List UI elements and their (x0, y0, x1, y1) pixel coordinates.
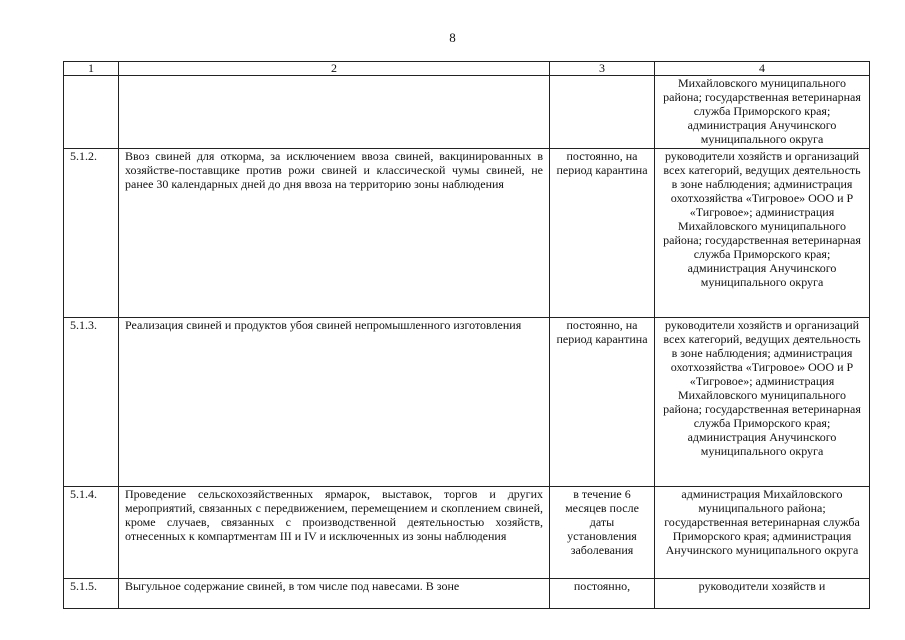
term-cell: в течение 6 месяцев после даты установления заболевания (550, 487, 655, 579)
row-number-cell (64, 76, 119, 149)
term-cell (550, 76, 655, 149)
column-header: 2 (119, 62, 550, 76)
measure-cell: Выгульное содержание свиней, в том числе под навесами. В зоне (119, 579, 550, 609)
measure-cell: Проведение сельскохозяйственных ярмарок, выставок, торгов и других мероприятий, связанных с передвижением, перемещением и скоплением свиней, кроме случаев, связанных с производственной деятельностью хозяйств, отнесенных к компартментам III и IV и исключенных из зоны наблюдения (119, 487, 550, 579)
page-number: 8 (449, 30, 456, 45)
row-number-cell: 5.1.4. (64, 487, 119, 579)
term-cell: постоянно, на период карантина (550, 318, 655, 487)
table-row (64, 487, 870, 579)
measure-cell (119, 76, 550, 149)
responsible-cell: руководители хозяйств и (655, 579, 870, 609)
measure-cell: Ввоз свиней для откорма, за исключением ввоза свиней, вакцинированных в хозяйстве-поставщике против рожи свиней и классической чумы свиней, не ранее 30 календарных дней до дня ввоза на территорию зоны наблюдения (119, 149, 550, 318)
row-number-cell: 5.1.5. (64, 579, 119, 609)
responsible-cell: администрация Михайловского муниципального района; государственная ветеринарная служба Приморского края; администрация Анучинского муниципального округа (655, 487, 870, 579)
measure-cell: Реализация свиней и продуктов убоя свиней непромышленного изготовления (119, 318, 550, 487)
column-header: 3 (550, 62, 655, 76)
responsible-cell: руководители хозяйств и организаций всех категорий, ведущих деятельность в зоне наблюдения; администрация охотхозяйства «Тигровое» ООО и Р «Тигровое»; администрация Михайловского муниципального района; государственная ветеринарная служба Приморского края; администрация Анучинского муниципального округа (655, 318, 870, 487)
row-number-cell: 5.1.3. (64, 318, 119, 487)
row-number-cell: 5.1.2. (64, 149, 119, 318)
table-row (64, 318, 870, 487)
table-header-row (64, 62, 870, 76)
measures-table (63, 61, 870, 609)
column-header: 1 (64, 62, 119, 76)
column-header: 4 (655, 62, 870, 76)
table-row (64, 76, 870, 149)
term-cell: постоянно, (550, 579, 655, 609)
table-row (64, 579, 870, 609)
term-cell: постоянно, на период карантина (550, 149, 655, 318)
responsible-cell: Михайловского муниципального района; государственная ветеринарная служба Приморского края; администрация Анучинского муниципального округа (655, 76, 870, 149)
responsible-cell: руководители хозяйств и организаций всех категорий, ведущих деятельность в зоне наблюдения; администрация охотхозяйства «Тигровое» ООО и Р «Тигровое»; администрация Михайловского муниципального района; государственная ветеринарная служба Приморского края; администрация Анучинского муниципального округа (655, 149, 870, 318)
table-row (64, 149, 870, 318)
